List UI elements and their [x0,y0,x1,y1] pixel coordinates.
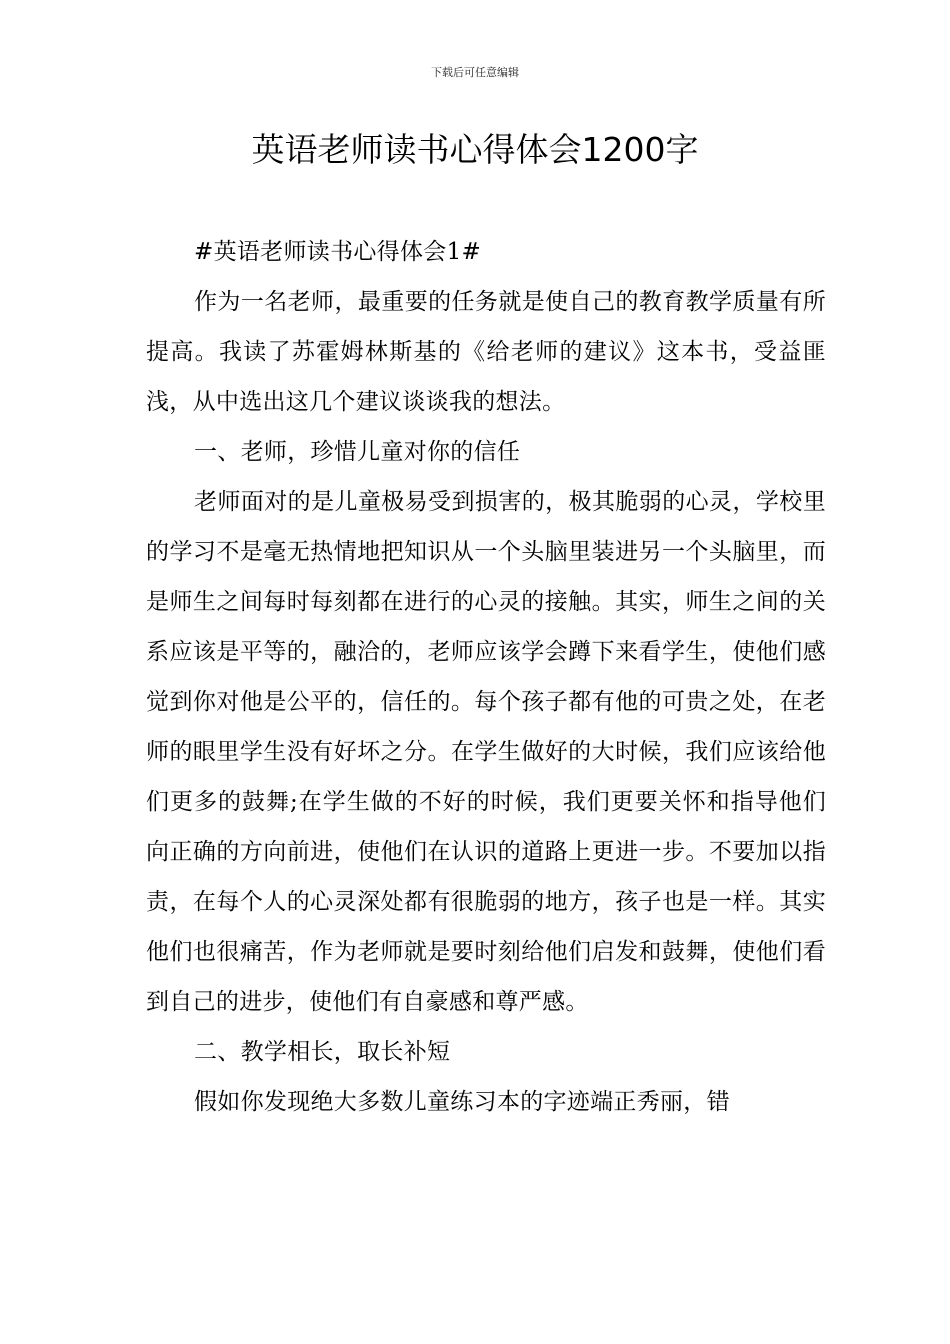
header-note: 下载后可任意编辑 [431,66,519,79]
subheading-teaching: 二、教学相长，取长补短 [194,1039,451,1065]
paragraph-trust: 老师面对的是儿童极易受到损害的，极其脆弱的心灵，学校里的学习不是毫无热情地把知识从一个头脑里装进另一个头脑里，而是师生之间每时每刻都在进行的心灵的接触。其实，师生之间的关系应该是平等的，融洽的，老师应该学会蹲下来看学生，使他们感觉到你对他是公平的，信任的。每个孩子都有他的可贵之处，在老师的眼里学生没有好坏之分。在学生做好的大时候，我们应该给他们更多的鼓舞;在学生做的不好的时候，我们更要关怀和指导他们向正确的方向前进，使他们在认识的道路上更进一步。不要加以指责，在每个人的心灵深处都有很脆弱的地方，孩子也是一样。其实他们也很痛苦，作为老师就是要时刻给他们启发和鼓舞，使他们看到自己的进步，使他们有自豪感和尊严感。 [146,489,826,1015]
section-heading-1: #英语老师读书心得体会1# [194,239,482,265]
document-title: 英语老师读书心得体会1200字 [251,130,699,169]
paragraph-intro: 作为一名老师，最重要的任务就是使自己的教育教学质量有所提高。我读了苏霍姆林斯基的《给老师的建议》这本书，受益匪浅，从中选出这几个建议谈谈我的想法。 [146,289,826,415]
subheading-trust: 一、老师，珍惜儿童对你的信任 [194,439,521,465]
paragraph-teaching: 假如你发现绝大多数儿童练习本的字迹端正秀丽，错 [194,1089,730,1115]
document-body [146,227,826,1127]
